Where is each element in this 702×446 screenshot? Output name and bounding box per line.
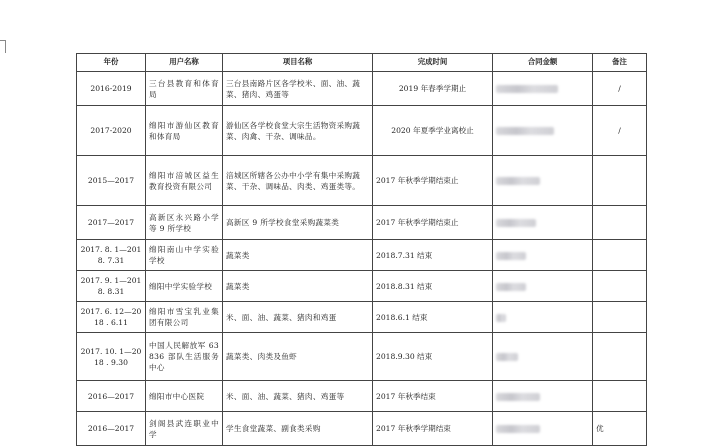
year-cell: 2017-2020 bbox=[77, 106, 146, 156]
done-cell: 2017 年秋季学期结束止 bbox=[373, 206, 493, 240]
done-cell: 2018.8.31 结束 bbox=[373, 271, 493, 302]
user-cell: 绵阳市涪城区益生教育投资有限公司 bbox=[146, 156, 223, 206]
note-cell: 优 bbox=[593, 412, 647, 446]
amount-cell bbox=[493, 333, 593, 381]
amount-cell bbox=[493, 156, 593, 206]
header-project: 项目名称 bbox=[223, 54, 373, 72]
project-cell: 三台县南路片区各学校米、面、油、蔬菜、猪肉、鸡蛋等 bbox=[223, 72, 373, 106]
amount-cell bbox=[493, 302, 593, 333]
year-cell: 2015—2017 bbox=[77, 156, 146, 206]
user-cell: 绵阳南山中学实验学校 bbox=[146, 240, 223, 271]
project-cell: 蔬菜类 bbox=[223, 240, 373, 271]
header-amount: 合同金额 bbox=[493, 54, 593, 72]
redacted-amount bbox=[496, 393, 540, 401]
table-row bbox=[77, 106, 647, 156]
done-cell: 2018.9.30 结束 bbox=[373, 333, 493, 381]
note-cell bbox=[593, 381, 647, 412]
amount-cell bbox=[493, 206, 593, 240]
done-cell: 2018.6.1 结束 bbox=[373, 302, 493, 333]
page-corner-mark bbox=[0, 40, 6, 53]
year-cell: 2016—2017 bbox=[77, 381, 146, 412]
year-cell: 2017. 6. 12—2018 . 6.11 bbox=[77, 302, 146, 333]
project-cell: 涪城区所辖各公办中小学有集中采购蔬菜、干杂、调味品、肉类、鸡蛋类等。 bbox=[223, 156, 373, 206]
note-cell bbox=[593, 240, 647, 271]
done-cell: 2017 年秋季学期结束 bbox=[373, 412, 493, 446]
year-cell: 2016—2017 bbox=[77, 412, 146, 446]
done-cell: 2018.7.31 结束 bbox=[373, 240, 493, 271]
user-cell: 中国人民解放军 63836 部队生活服务中心 bbox=[146, 333, 223, 381]
amount-cell bbox=[493, 106, 593, 156]
redacted-amount bbox=[496, 177, 540, 185]
user-cell: 高新区永兴路小学等 9 所学校 bbox=[146, 206, 223, 240]
note-cell: / bbox=[593, 72, 647, 106]
amount-cell bbox=[493, 72, 593, 106]
project-cell: 高新区 9 所学校食堂采购蔬菜类 bbox=[223, 206, 373, 240]
done-cell: 2017 年秋季学期结束止 bbox=[373, 156, 493, 206]
user-cell: 绵阳市雪宝乳业集团有限公司 bbox=[146, 302, 223, 333]
table-row bbox=[77, 412, 647, 446]
table-row bbox=[77, 381, 647, 412]
redacted-amount bbox=[496, 252, 526, 260]
project-cell: 米、面、油、蔬菜、猪肉、鸡蛋等 bbox=[223, 381, 373, 412]
note-cell bbox=[593, 271, 647, 302]
table-row bbox=[77, 72, 647, 106]
note-cell bbox=[593, 156, 647, 206]
user-cell: 三台县教育和体育局 bbox=[146, 72, 223, 106]
project-cell: 蔬菜类、肉类及鱼虾 bbox=[223, 333, 373, 381]
project-cell: 米、面、油、蔬菜、猪肉和鸡蛋 bbox=[223, 302, 373, 333]
project-cell: 学生食堂蔬菜、副食类采购 bbox=[223, 412, 373, 446]
redacted-amount bbox=[496, 85, 558, 93]
table-header-row bbox=[77, 54, 647, 72]
redacted-amount bbox=[496, 314, 506, 322]
redacted-amount bbox=[496, 219, 536, 227]
redacted-amount bbox=[496, 425, 540, 433]
year-cell: 2017. 10. 1—2018 . 9.30 bbox=[77, 333, 146, 381]
redacted-amount bbox=[496, 353, 518, 361]
done-cell: 2019 年春季学期止 bbox=[373, 72, 493, 106]
redacted-amount bbox=[496, 127, 554, 135]
amount-cell bbox=[493, 412, 593, 446]
header-done: 完成时间 bbox=[373, 54, 493, 72]
performance-table bbox=[76, 53, 647, 446]
table-row bbox=[77, 206, 647, 240]
user-cell: 绵阳市游仙区教育和体育局 bbox=[146, 106, 223, 156]
user-cell: 剑阁县武连职业中学 bbox=[146, 412, 223, 446]
amount-cell bbox=[493, 381, 593, 412]
year-cell: 2017—2017 bbox=[77, 206, 146, 240]
done-cell: 2017 年秋季结束 bbox=[373, 381, 493, 412]
table-row bbox=[77, 156, 647, 206]
note-cell bbox=[593, 206, 647, 240]
user-cell: 绵阳市中心医院 bbox=[146, 381, 223, 412]
table-row bbox=[77, 302, 647, 333]
redacted-amount bbox=[496, 283, 526, 291]
amount-cell bbox=[493, 240, 593, 271]
header-note: 备注 bbox=[593, 54, 647, 72]
table-row bbox=[77, 333, 647, 381]
header-year: 年份 bbox=[77, 54, 146, 72]
user-cell: 绵阳中学实验学校 bbox=[146, 271, 223, 302]
project-cell: 蔬菜类 bbox=[223, 271, 373, 302]
note-cell bbox=[593, 333, 647, 381]
done-cell: 2020 年夏季学业离校止 bbox=[373, 106, 493, 156]
table-row bbox=[77, 240, 647, 271]
note-cell: / bbox=[593, 106, 647, 156]
note-cell bbox=[593, 302, 647, 333]
year-cell: 2016-2019 bbox=[77, 72, 146, 106]
year-cell: 2017. 8. 1—2018. 7.31 bbox=[77, 240, 146, 271]
year-cell: 2017. 9. 1—2018. 8.31 bbox=[77, 271, 146, 302]
header-user: 用户名称 bbox=[146, 54, 223, 72]
amount-cell bbox=[493, 271, 593, 302]
project-cell: 游仙区各学校食堂大宗生活物资采购蔬菜、肉禽、干杂、调味品。 bbox=[223, 106, 373, 156]
table-row bbox=[77, 271, 647, 302]
